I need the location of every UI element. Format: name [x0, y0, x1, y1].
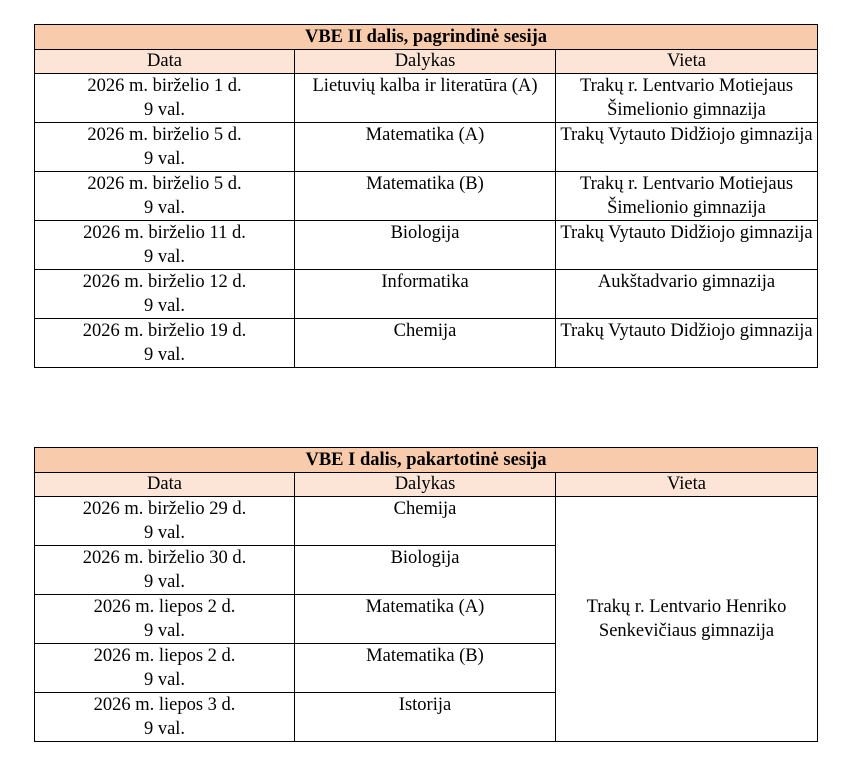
exam-date: 2026 m. liepos 3 d. [93, 695, 236, 715]
venue-cell: Trakų Vytauto Didžiojo gimnazija [556, 221, 818, 270]
exam-date: 2026 m. birželio 29 d. [82, 499, 247, 519]
subject-cell: Matematika (A) [295, 123, 556, 172]
table-row [35, 123, 818, 172]
venue-cell: Trakų r. Lentvario Motiejaus Šimelionio gimnazija [556, 74, 818, 123]
date-cell [35, 74, 295, 123]
exam-time: 9 val. [143, 149, 186, 169]
venue-cell-merged: Trakų r. Lentvario Henriko Senkevičiaus gimnazija [556, 497, 818, 742]
table-title: VBE II dalis, pagrindinė sesija [35, 25, 818, 50]
column-header-subject: Dalykas [295, 50, 556, 74]
subject-cell: Matematika (B) [295, 644, 556, 693]
column-header-date: Data [35, 50, 295, 74]
subject-cell: Biologija [295, 546, 556, 595]
exam-date: 2026 m. birželio 5 d. [87, 125, 242, 145]
venue-cell: Aukštadvario gimnazija [556, 270, 818, 319]
column-header-venue: Vieta [556, 473, 818, 497]
subject-cell: Chemija [295, 319, 556, 368]
subject-cell: Lietuvių kalba ir literatūra (A) [295, 74, 556, 123]
date-cell [35, 319, 295, 368]
venue-cell: Trakų Vytauto Didžiojo gimnazija [556, 123, 818, 172]
exam-date: 2026 m. liepos 2 d. [93, 646, 236, 666]
date-cell [35, 595, 295, 644]
column-header-date: Data [35, 473, 295, 497]
column-header-venue: Vieta [556, 50, 818, 74]
exam-time: 9 val. [143, 247, 186, 267]
table-row [35, 172, 818, 221]
date-cell [35, 644, 295, 693]
subject-cell: Biologija [295, 221, 556, 270]
date-cell [35, 270, 295, 319]
exam-time: 9 val. [143, 345, 186, 365]
table-row [35, 497, 818, 546]
subject-cell: Informatika [295, 270, 556, 319]
subject-cell: Chemija [295, 497, 556, 546]
date-cell [35, 546, 295, 595]
date-cell [35, 221, 295, 270]
exam-date: 2026 m. birželio 12 d. [82, 272, 247, 292]
exam-date: 2026 m. birželio 11 d. [83, 223, 246, 243]
exam-time: 9 val. [143, 572, 186, 592]
venue-cell: Trakų r. Lentvario Motiejaus Šimelionio gimnazija [556, 172, 818, 221]
exam-date: 2026 m. birželio 30 d. [82, 548, 247, 568]
subject-cell: Matematika (B) [295, 172, 556, 221]
main-session-table [34, 24, 818, 368]
exam-time: 9 val. [143, 621, 186, 641]
date-cell [35, 172, 295, 221]
venue-cell: Trakų Vytauto Didžiojo gimnazija [556, 319, 818, 368]
column-header-subject: Dalykas [295, 473, 556, 497]
exam-time: 9 val. [143, 523, 186, 543]
exam-time: 9 val. [143, 100, 186, 120]
exam-date: 2026 m. birželio 19 d. [82, 321, 247, 341]
table-row [35, 319, 818, 368]
table-row [35, 270, 818, 319]
date-cell [35, 693, 295, 742]
table-row [35, 74, 818, 123]
table-row [35, 221, 818, 270]
table-title: VBE I dalis, pakartotinė sesija [35, 448, 818, 473]
exam-date: 2026 m. birželio 5 d. [87, 174, 242, 194]
exam-date: 2026 m. liepos 2 d. [93, 597, 236, 617]
exam-time: 9 val. [143, 719, 186, 739]
repeat-session-table [34, 447, 818, 742]
exam-date: 2026 m. birželio 1 d. [87, 76, 242, 96]
subject-cell: Matematika (A) [295, 595, 556, 644]
exam-time: 9 val. [143, 198, 186, 218]
date-cell [35, 123, 295, 172]
exam-time: 9 val. [143, 296, 186, 316]
subject-cell: Istorija [295, 693, 556, 742]
exam-time: 9 val. [143, 670, 186, 690]
date-cell [35, 497, 295, 546]
